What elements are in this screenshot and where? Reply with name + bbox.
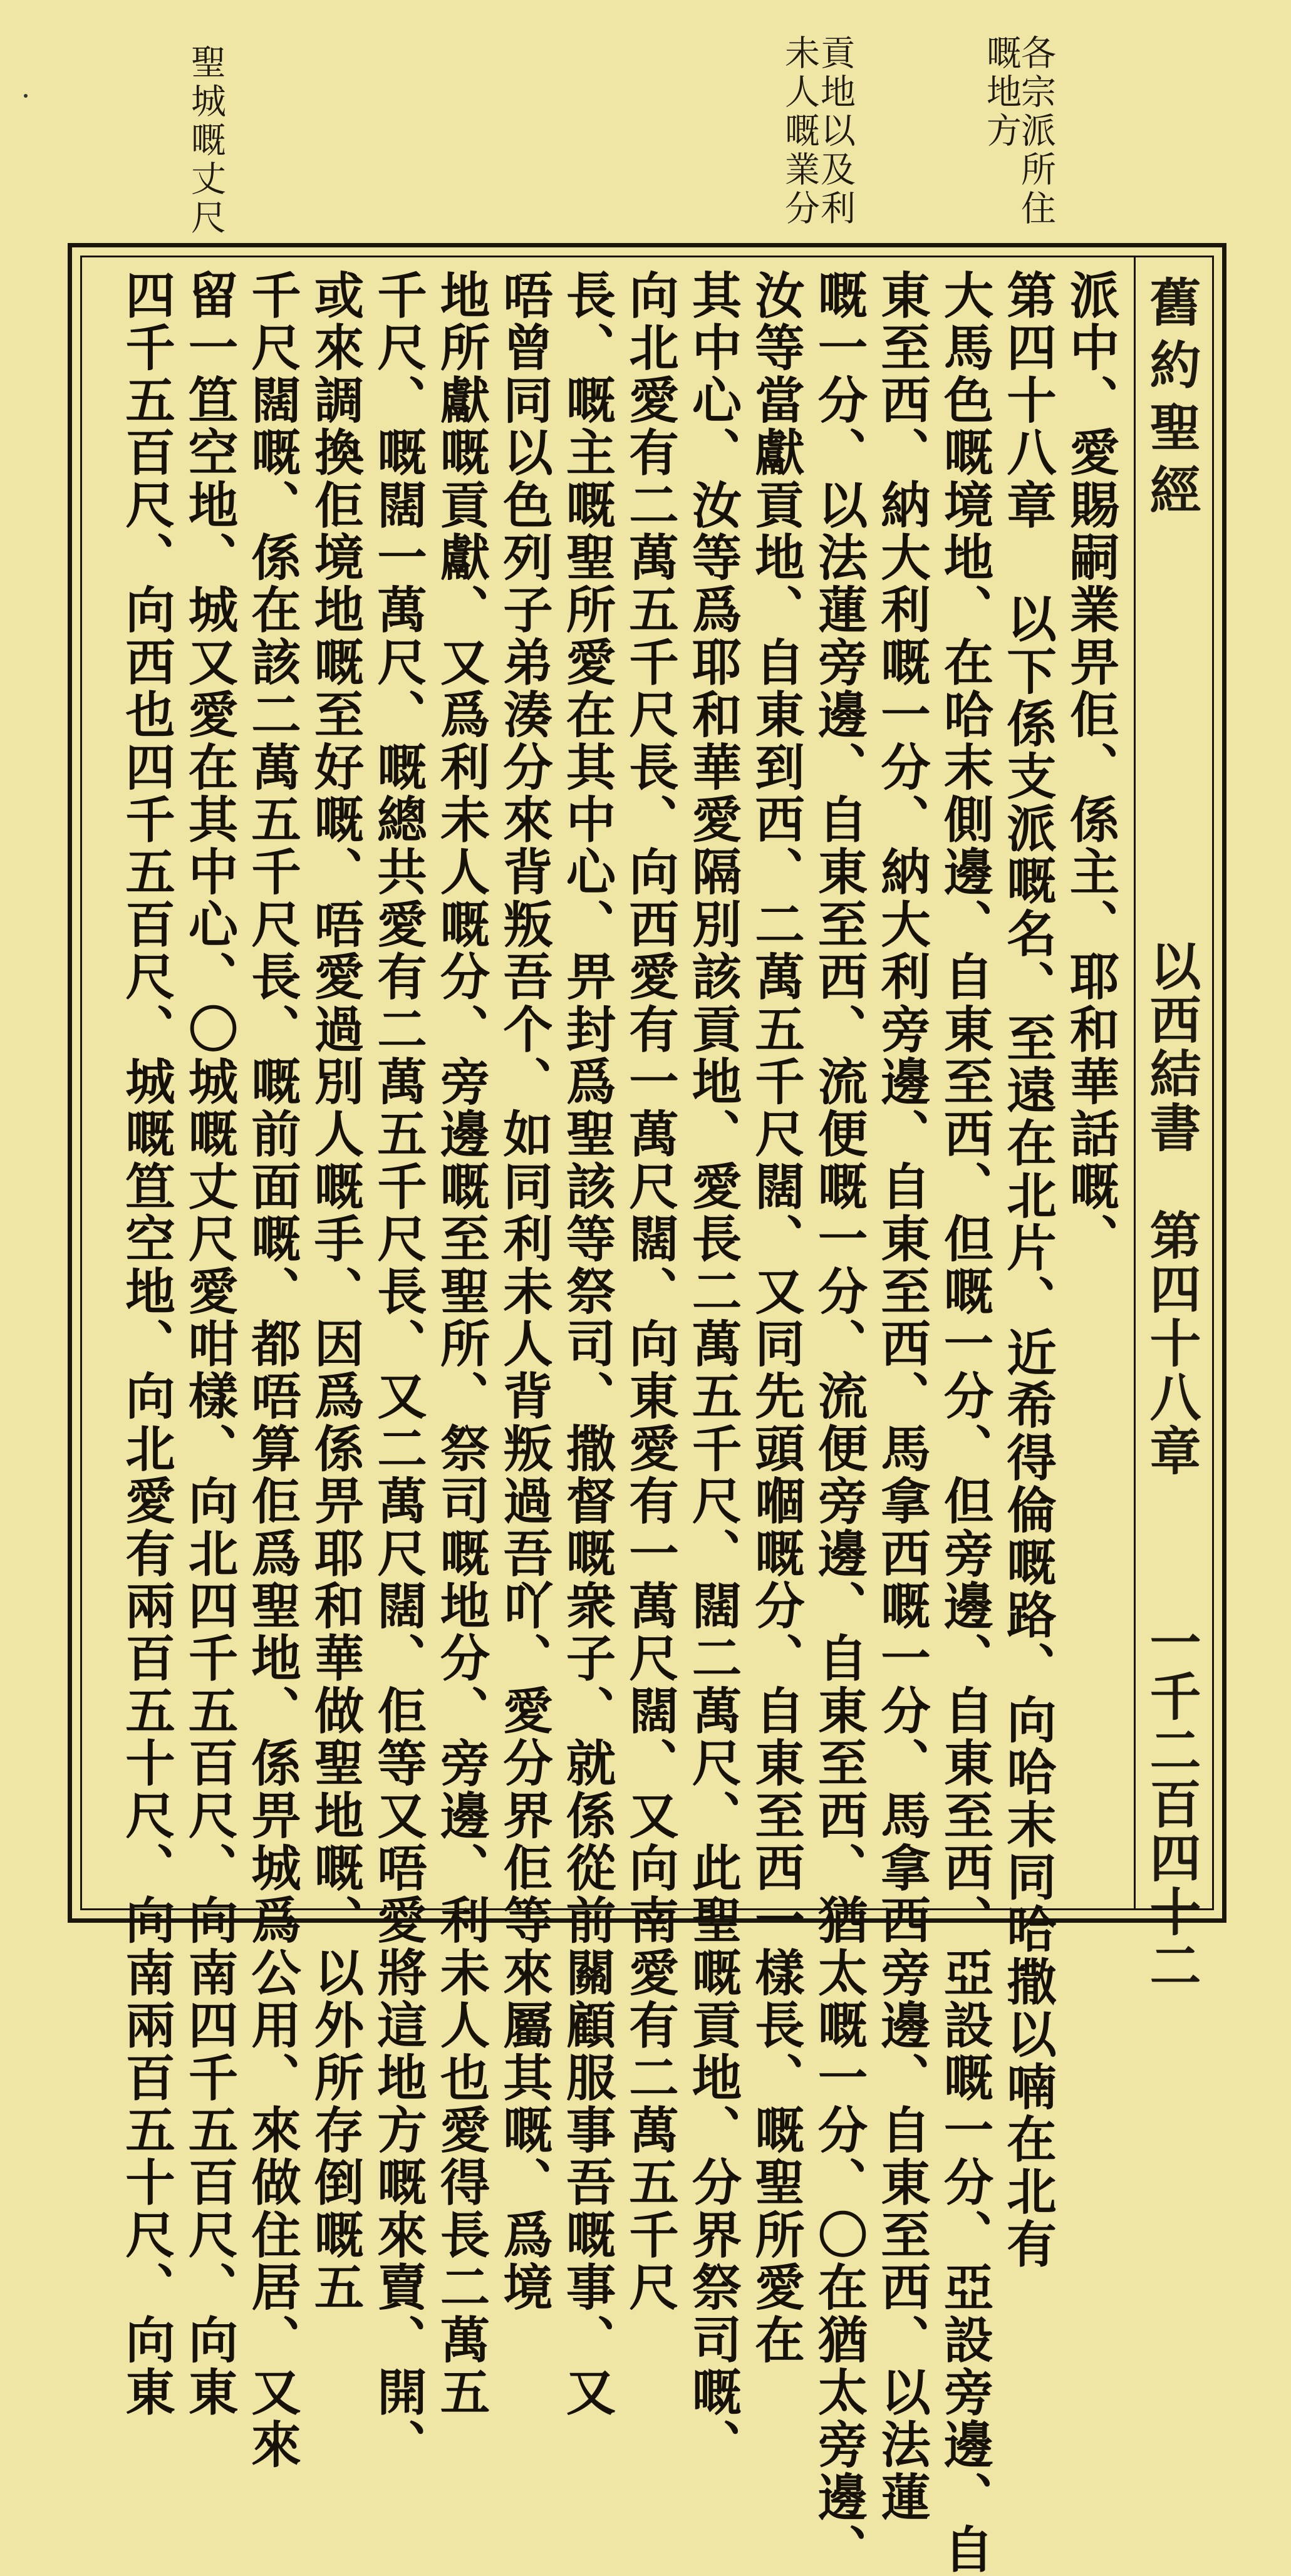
text-column: 留一笪空地、城又愛在其中心、〇城嘅丈尺愛咁樣、向北四千五百尺、向南四千五百尺、向東 <box>180 269 239 2419</box>
text-column: 千尺闊嘅、係在該二萬五千尺長、嘅前面嘅、都唔算佢爲聖地、係畀城爲公用、來做住居、又來 <box>242 269 302 2471</box>
scripture-body <box>70 269 1122 2576</box>
text-column: 其中心、汝等爲耶和華愛隔別該貢地、愛長二萬五千尺、闊二萬尺、此聖嘅貢地、分界祭司嘅、 <box>683 269 742 2471</box>
text-column: 地所獻嘅貢獻、又爲利未人嘅分、旁邊嘅至聖所、祭司嘅地分、旁邊、利未人也愛得長二萬五 <box>432 269 490 2419</box>
text-column: 第四十八章 以下係支派嘅名、至遠在北片、近希得倫嘅路、向哈末同哈撒以喃在北有 <box>998 269 1057 2271</box>
text-column: 大馬色嘅境地、在哈末側邊、自東至西、但嘅一分、但旁邊、自東至西、亞設嘅一分、亞設旁邊、自 <box>935 269 994 2576</box>
text-column: 派中、愛賜嗣業畀佢、係主、耶和華話嘅、 <box>1061 269 1120 1266</box>
text-column: 東至西、納大利嘅一分、納大利旁邊、自東至西、馬拿西嘅一分、馬拿西旁邊、自東至西、以法蓮 <box>872 269 931 2524</box>
margin-note-offering-line1: 貢地以及利 <box>815 34 856 229</box>
margin-note-tribes-line1: 各宗派所住 <box>1015 34 1056 229</box>
page-number: 一千二百四十二 <box>1141 1616 1201 1993</box>
text-column: 嘅一分、以法蓮旁邊、自東至西、流便嘅一分、流便旁邊、自東至西、猶太嘅一分、〇在猶太旁邊、 <box>809 269 868 2576</box>
text-column: 或來調換佢境地嘅至好嘅、唔愛過別人嘅手、因爲係畀耶和華做聖地嘅、以外所存倒嘅五 <box>306 269 365 2314</box>
text-column: 千尺、嘅闊一萬尺、嘅總共愛有二萬五千尺長、又二萬尺闊、佢等又唔愛將這地方嘅來賣、開、 <box>368 269 428 2471</box>
margin-note-city: 聖城嘅丈尺 <box>185 44 226 238</box>
book-title: 舊約聖經 <box>1141 276 1201 526</box>
text-column: 長、嘅主嘅聖所愛在其中心、畀封爲聖該等祭司、撒督嘅衆子、就係從前關顧服事吾嘅事、又 <box>557 269 616 2419</box>
text-column: 向北愛有二萬五千尺長、向西愛有一萬尺闊、向東愛有一萬尺闊、又向南愛有二萬五千尺 <box>620 269 680 2314</box>
text-column: 唔曾同以色列子弟湊分來背叛吾个、如同利未人背叛過吾吖、愛分界佢等來屬其嘅、爲境 <box>494 269 554 2314</box>
speck-mark <box>24 94 28 98</box>
text-column: 四千五百尺、向西也四千五百尺、城嘅笪空地、向北愛有兩百五十尺、向南兩百五十尺、向東 <box>117 269 176 2419</box>
margin-note-offering-line2: 未人嘅業分 <box>779 34 820 229</box>
header-divider <box>1134 256 1136 1910</box>
text-column: 汝等當獻貢地、自東到西、二萬五千尺闊、又同先頭嗰嘅分、自東至西一樣長、嘅聖所愛在 <box>746 269 806 2366</box>
section-title: 以西結書 第四十八章 <box>1141 939 1201 1478</box>
margin-note-tribes-line2: 嘅地方 <box>981 34 1022 151</box>
